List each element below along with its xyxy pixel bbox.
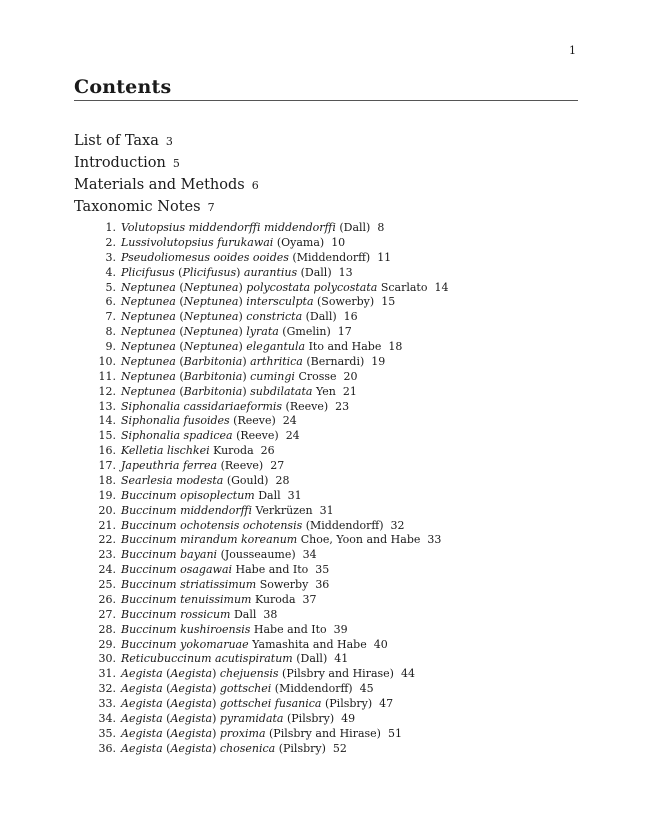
toc-entry-label: List of Taxa [74, 133, 159, 149]
taxon-number: 28. [98, 622, 116, 636]
taxon-number: 21. [98, 518, 116, 532]
taxon-name: Aegista (Aegista) pyramidata (Pilsbry) [121, 711, 335, 725]
taxon-number: 33. [98, 697, 116, 710]
taxon-name: Pseudoliomesus ooides ooides (Middendorff) [121, 250, 371, 264]
taxon-name: Neptunea (Barbitonia) subdilatata Yen [121, 384, 336, 398]
toc-taxon-entry[interactable] [74, 325, 448, 340]
toc-taxon-entry[interactable] [74, 682, 448, 697]
taxon-name: Buccinum yokomaruae Yamashita and Habe [121, 637, 367, 651]
toc-taxon-entry[interactable] [74, 638, 448, 653]
toc-taxon-entry[interactable] [74, 266, 448, 281]
taxon-number: 11. [98, 369, 116, 383]
taxon-name: Buccinum striatissimum Sowerby [121, 578, 309, 591]
toc-entry-label: Taxonomic Notes [74, 199, 201, 215]
taxon-number: 27. [98, 607, 116, 621]
toc-taxon-entry[interactable] [74, 504, 448, 519]
taxon-number: 3. [105, 250, 116, 264]
toc-taxon-entry[interactable] [74, 519, 448, 534]
taxon-page: 40 [373, 637, 388, 651]
taxon-number: 12. [98, 384, 116, 398]
taxon-page: 35 [315, 563, 330, 577]
toc-entry-page: 7 [207, 201, 215, 214]
taxon-page: 37 [302, 592, 317, 606]
taxon-number: 9. [105, 340, 116, 353]
taxon-page: 41 [334, 652, 349, 666]
taxon-page: 39 [333, 622, 348, 636]
taxon-name: Neptunea (Neptunea) polycostata polycostata Scarlato [121, 280, 428, 294]
toc-entry-materials-and-methods[interactable] [74, 174, 259, 196]
taxon-page: 36 [315, 578, 330, 591]
taxon-number: 1. [105, 221, 116, 234]
toc-taxon-entry[interactable] [74, 563, 448, 578]
toc-taxon-entry[interactable] [74, 385, 448, 400]
page-number: 1 [569, 44, 576, 57]
taxon-number: 29. [98, 637, 116, 651]
taxon-name: Buccinum bayani (Jousseaume) [121, 548, 296, 562]
toc-taxon-entry[interactable] [74, 355, 448, 370]
toc-taxon-entry[interactable] [74, 697, 448, 712]
taxon-page: 31 [319, 503, 334, 517]
taxon-name: Neptunea (Barbitonia) cumingi Crosse [121, 369, 337, 383]
taxon-page: 13 [338, 265, 353, 279]
taxon-page: 24 [282, 414, 297, 428]
taxon-name: Neptunea (Barbitonia) arthritica (Bernardi) [121, 354, 365, 368]
taxon-number: 23. [98, 548, 116, 562]
taxon-name: Japeuthria ferrea (Reeve) [121, 459, 264, 472]
taxon-number: 32. [98, 682, 116, 696]
taxon-name: Buccinum tenuissimum Kuroda [121, 592, 296, 606]
taxon-page: 32 [390, 518, 405, 532]
taxon-number: 2. [105, 235, 116, 249]
taxon-number: 16. [98, 444, 116, 458]
toc-entry-page: 3 [165, 135, 173, 148]
taxon-page: 45 [359, 682, 374, 696]
taxon-page: 49 [341, 711, 356, 725]
taxon-number: 4. [105, 265, 116, 279]
toc-taxon-entry[interactable] [74, 533, 448, 548]
taxon-name: Buccinum osagawai Habe and Ito [121, 563, 309, 577]
toc-entry-list-of-taxa[interactable] [74, 130, 259, 152]
taxon-page: 16 [343, 310, 358, 324]
taxon-number: 17. [98, 459, 116, 472]
taxon-name: Neptunea (Neptunea) intersculpta (Sowerby) [121, 295, 375, 309]
taxon-page: 38 [263, 607, 278, 621]
taxa-list [74, 221, 448, 757]
taxon-page: 27 [270, 459, 285, 472]
taxon-page: 15 [381, 295, 396, 309]
taxon-page: 20 [343, 369, 358, 383]
toc-taxon-entry[interactable] [74, 459, 448, 474]
taxon-page: 52 [332, 741, 347, 755]
taxon-page: 8 [377, 221, 385, 234]
toc-taxon-entry[interactable] [74, 370, 448, 385]
taxon-number: 18. [98, 473, 116, 487]
taxon-name: Kelletia lischkei Kuroda [121, 444, 254, 458]
taxon-page: 23 [335, 399, 350, 413]
toc-taxon-entry[interactable] [74, 578, 448, 593]
taxon-page: 26 [260, 444, 275, 458]
toc-taxon-entry[interactable] [74, 400, 448, 415]
title-rule [74, 100, 578, 101]
taxon-name: Aegista (Aegista) gottschei (Middendorff) [121, 682, 353, 696]
toc-taxon-entry[interactable] [74, 548, 448, 563]
taxon-number: 24. [98, 563, 116, 577]
taxon-name: Buccinum kushiroensis Habe and Ito [121, 622, 327, 636]
toc-taxon-entry[interactable] [74, 593, 448, 608]
taxon-page: 44 [400, 667, 415, 681]
taxon-name: Plicifusus (Plicifusus) aurantius (Dall) [121, 265, 332, 279]
taxon-number: 25. [98, 578, 116, 591]
taxon-number: 31. [98, 667, 116, 681]
taxon-number: 34. [98, 711, 116, 725]
toc-taxon-entry[interactable] [74, 712, 448, 727]
taxon-name: Neptunea (Neptunea) constricta (Dall) [121, 310, 337, 324]
toc-taxon-entry[interactable] [74, 414, 448, 429]
taxon-number: 30. [98, 652, 116, 666]
toc-taxon-entry[interactable] [74, 444, 448, 459]
taxon-number: 5. [105, 280, 116, 294]
toc-taxon-entry[interactable] [74, 236, 448, 251]
toc-taxon-entry[interactable] [74, 727, 448, 742]
toc-taxon-entry[interactable] [74, 221, 448, 236]
taxon-name: Aegista (Aegista) proxima (Pilsbry and Hirase) [121, 726, 381, 740]
taxon-number: 6. [105, 295, 116, 309]
taxon-page: 51 [387, 726, 402, 740]
taxon-name: Reticubuccinum acutispiratum (Dall) [121, 652, 328, 666]
taxon-number: 19. [98, 488, 116, 502]
taxon-page: 24 [285, 429, 300, 443]
toc-entry-taxonomic-notes[interactable] [74, 196, 259, 218]
taxon-name: Buccinum middendorffi Verkrüzen [121, 503, 313, 517]
taxon-name: Buccinum opisoplectum Dall [121, 488, 281, 502]
taxon-page: 11 [377, 250, 392, 264]
taxon-number: 26. [98, 592, 116, 606]
taxon-page: 47 [379, 697, 394, 710]
toc-taxon-entry[interactable] [74, 340, 448, 355]
taxon-page: 28 [275, 473, 290, 487]
toc-taxon-entry[interactable] [74, 608, 448, 623]
taxon-page: 18 [388, 340, 403, 353]
taxon-page: 33 [427, 533, 442, 547]
toc-taxon-entry[interactable] [74, 429, 448, 444]
page-title: Contents [74, 76, 172, 98]
toc-taxon-entry[interactable] [74, 489, 448, 504]
taxon-number: 20. [98, 503, 116, 517]
taxon-name: Aegista (Aegista) chejuensis (Pilsbry and Hirase) [121, 667, 394, 681]
toc-entry-introduction[interactable] [74, 152, 259, 174]
taxon-page: 31 [287, 488, 302, 502]
toc-taxon-entry[interactable] [74, 652, 448, 667]
taxon-page: 10 [331, 235, 346, 249]
toc-taxon-entry[interactable] [74, 295, 448, 310]
main-toc-entries [74, 130, 259, 218]
taxon-name: Siphonalia cassidariaeformis (Reeve) [121, 399, 329, 413]
toc-taxon-entry[interactable] [74, 667, 448, 682]
taxon-page: 17 [337, 325, 352, 339]
taxon-number: 7. [105, 310, 116, 324]
taxon-number: 22. [98, 533, 116, 547]
toc-entry-label: Introduction [74, 155, 166, 171]
taxon-name: Lussivolutopsius furukawai (Oyama) [121, 235, 325, 249]
taxon-name: Volutopsius middendorffi middendorffi (Dall) [121, 221, 371, 234]
toc-entry-page: 6 [251, 179, 259, 192]
taxon-number: 36. [98, 741, 116, 755]
taxon-name: Siphonalia fusoides (Reeve) [121, 414, 276, 428]
taxon-page: 14 [434, 280, 449, 294]
taxon-name: Aegista (Aegista) gottschei fusanica (Pilsbry) [121, 697, 373, 710]
toc-taxon-entry[interactable] [74, 623, 448, 638]
toc-taxon-entry[interactable] [74, 474, 448, 489]
taxon-name: Siphonalia spadicea (Reeve) [121, 429, 279, 443]
taxon-name: Aegista (Aegista) chosenica (Pilsbry) [121, 741, 326, 755]
taxon-name: Buccinum rossicum Dall [121, 607, 257, 621]
taxon-name: Buccinum ochotensis ochotensis (Middendorff) [121, 518, 384, 532]
toc-entry-page: 5 [172, 157, 180, 170]
taxon-number: 35. [98, 726, 116, 740]
taxon-name: Neptunea (Neptunea) elegantula Ito and Habe [121, 340, 382, 353]
taxon-number: 10. [98, 354, 116, 368]
toc-entry-label: Materials and Methods [74, 177, 245, 193]
taxon-name: Buccinum mirandum koreanum Choe, Yoon and Habe [121, 533, 421, 547]
taxon-name: Neptunea (Neptunea) lyrata (Gmelin) [121, 325, 331, 339]
taxon-page: 21 [342, 384, 357, 398]
toc-taxon-entry[interactable] [74, 742, 448, 757]
taxon-page: 34 [302, 548, 317, 562]
toc-taxon-entry[interactable] [74, 251, 448, 266]
taxon-number: 8. [105, 325, 116, 339]
taxon-name: Searlesia modesta (Gould) [121, 473, 269, 487]
taxon-number: 15. [98, 429, 116, 443]
taxon-number: 13. [98, 399, 116, 413]
taxon-number: 14. [98, 414, 116, 428]
toc-taxon-entry[interactable] [74, 281, 448, 296]
taxon-page: 19 [371, 354, 386, 368]
toc-taxon-entry[interactable] [74, 310, 448, 325]
